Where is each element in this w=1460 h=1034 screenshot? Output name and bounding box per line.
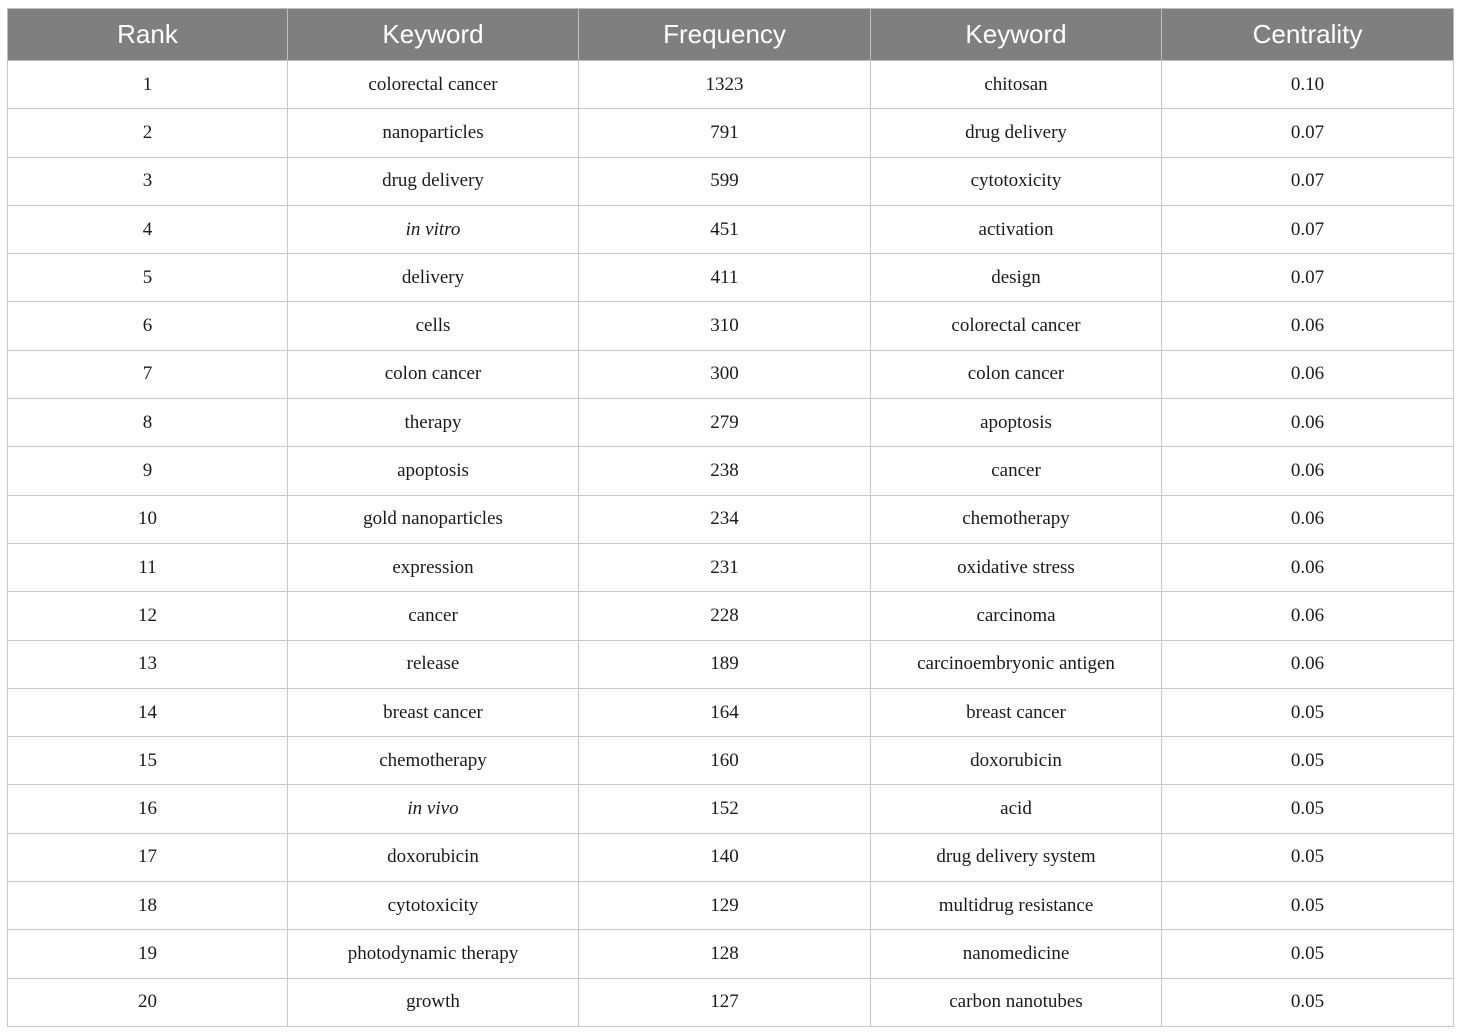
rank-cell: 4 xyxy=(8,205,288,253)
table-row xyxy=(8,399,1454,447)
table-row xyxy=(8,205,1454,253)
frequency-cell: 238 xyxy=(579,447,871,495)
keyword-frequency-cell: gold nanoparticles xyxy=(288,495,579,543)
table-row xyxy=(8,882,1454,930)
rank-cell: 8 xyxy=(8,399,288,447)
table-body xyxy=(8,61,1454,1027)
frequency-cell: 1323 xyxy=(579,61,871,109)
centrality-cell: 0.06 xyxy=(1162,640,1454,688)
keyword-centrality-cell: apoptosis xyxy=(871,399,1162,447)
rank-cell: 3 xyxy=(8,157,288,205)
keyword-centrality-cell: multidrug resistance xyxy=(871,882,1162,930)
frequency-cell: 127 xyxy=(579,978,871,1026)
keyword-frequency-cell: in vivo xyxy=(288,785,579,833)
frequency-cell: 128 xyxy=(579,930,871,978)
keyword-frequency-cell: chemotherapy xyxy=(288,737,579,785)
rank-cell: 5 xyxy=(8,254,288,302)
keyword-centrality-cell: nanomedicine xyxy=(871,930,1162,978)
centrality-cell: 0.06 xyxy=(1162,447,1454,495)
rank-cell: 11 xyxy=(8,543,288,591)
rank-cell: 18 xyxy=(8,882,288,930)
centrality-cell: 0.07 xyxy=(1162,109,1454,157)
keyword-frequency-cell: cells xyxy=(288,302,579,350)
centrality-cell: 0.07 xyxy=(1162,205,1454,253)
centrality-cell: 0.06 xyxy=(1162,543,1454,591)
table-row xyxy=(8,350,1454,398)
frequency-cell: 228 xyxy=(579,592,871,640)
table-row xyxy=(8,157,1454,205)
keyword-table xyxy=(7,8,1454,1027)
centrality-cell: 0.06 xyxy=(1162,495,1454,543)
table-row xyxy=(8,302,1454,350)
header-frequency: Frequency xyxy=(579,9,871,61)
keyword-centrality-cell: breast cancer xyxy=(871,688,1162,736)
table-row xyxy=(8,61,1454,109)
rank-cell: 17 xyxy=(8,833,288,881)
keyword-frequency-cell: delivery xyxy=(288,254,579,302)
keyword-centrality-cell: cytotoxicity xyxy=(871,157,1162,205)
frequency-cell: 140 xyxy=(579,833,871,881)
keyword-frequency-cell: colorectal cancer xyxy=(288,61,579,109)
rank-cell: 2 xyxy=(8,109,288,157)
keyword-centrality-cell: chitosan xyxy=(871,61,1162,109)
keyword-frequency-cell: colon cancer xyxy=(288,350,579,398)
keyword-frequency-cell: growth xyxy=(288,978,579,1026)
frequency-cell: 152 xyxy=(579,785,871,833)
keyword-frequency-cell: release xyxy=(288,640,579,688)
rank-cell: 10 xyxy=(8,495,288,543)
keyword-frequency-cell: doxorubicin xyxy=(288,833,579,881)
rank-cell: 20 xyxy=(8,978,288,1026)
keyword-frequency-cell: nanoparticles xyxy=(288,109,579,157)
table-row xyxy=(8,930,1454,978)
centrality-cell: 0.10 xyxy=(1162,61,1454,109)
keyword-centrality-cell: colorectal cancer xyxy=(871,302,1162,350)
frequency-cell: 164 xyxy=(579,688,871,736)
table-row xyxy=(8,495,1454,543)
keyword-frequency-cell: cancer xyxy=(288,592,579,640)
keyword-centrality-cell: carcinoembryonic antigen xyxy=(871,640,1162,688)
centrality-cell: 0.06 xyxy=(1162,399,1454,447)
keyword-frequency-cell: expression xyxy=(288,543,579,591)
rank-cell: 15 xyxy=(8,737,288,785)
keyword-frequency-cell: apoptosis xyxy=(288,447,579,495)
keyword-centrality-cell: oxidative stress xyxy=(871,543,1162,591)
frequency-cell: 160 xyxy=(579,737,871,785)
rank-cell: 19 xyxy=(8,930,288,978)
frequency-cell: 791 xyxy=(579,109,871,157)
keyword-centrality-cell: acid xyxy=(871,785,1162,833)
header-row xyxy=(8,9,1454,61)
keyword-centrality-cell: carbon nanotubes xyxy=(871,978,1162,1026)
table-row xyxy=(8,592,1454,640)
keyword-frequency-cell: breast cancer xyxy=(288,688,579,736)
keyword-centrality-cell: chemotherapy xyxy=(871,495,1162,543)
table-row xyxy=(8,640,1454,688)
frequency-cell: 599 xyxy=(579,157,871,205)
rank-cell: 7 xyxy=(8,350,288,398)
keyword-centrality-cell: doxorubicin xyxy=(871,737,1162,785)
keyword-frequency-cell: therapy xyxy=(288,399,579,447)
frequency-cell: 129 xyxy=(579,882,871,930)
frequency-cell: 279 xyxy=(579,399,871,447)
centrality-cell: 0.05 xyxy=(1162,688,1454,736)
rank-cell: 16 xyxy=(8,785,288,833)
header-rank: Rank xyxy=(8,9,288,61)
keyword-centrality-cell: carcinoma xyxy=(871,592,1162,640)
keyword-centrality-cell: design xyxy=(871,254,1162,302)
centrality-cell: 0.06 xyxy=(1162,302,1454,350)
centrality-cell: 0.06 xyxy=(1162,592,1454,640)
centrality-cell: 0.05 xyxy=(1162,930,1454,978)
header-keyword-centrality: Keyword xyxy=(871,9,1162,61)
keyword-frequency-cell: photodynamic therapy xyxy=(288,930,579,978)
keyword-centrality-cell: drug delivery system xyxy=(871,833,1162,881)
keyword-centrality-cell: drug delivery xyxy=(871,109,1162,157)
frequency-cell: 310 xyxy=(579,302,871,350)
centrality-cell: 0.06 xyxy=(1162,350,1454,398)
centrality-cell: 0.05 xyxy=(1162,833,1454,881)
table-row xyxy=(8,447,1454,495)
table-row xyxy=(8,543,1454,591)
table-row xyxy=(8,785,1454,833)
keyword-frequency-cell: drug delivery xyxy=(288,157,579,205)
centrality-cell: 0.05 xyxy=(1162,785,1454,833)
rank-cell: 14 xyxy=(8,688,288,736)
rank-cell: 13 xyxy=(8,640,288,688)
table-row xyxy=(8,833,1454,881)
frequency-cell: 411 xyxy=(579,254,871,302)
frequency-cell: 189 xyxy=(579,640,871,688)
frequency-cell: 231 xyxy=(579,543,871,591)
frequency-cell: 300 xyxy=(579,350,871,398)
keyword-frequency-cell: cytotoxicity xyxy=(288,882,579,930)
keyword-centrality-cell: cancer xyxy=(871,447,1162,495)
frequency-cell: 234 xyxy=(579,495,871,543)
centrality-cell: 0.07 xyxy=(1162,157,1454,205)
keyword-centrality-cell: colon cancer xyxy=(871,350,1162,398)
rank-cell: 12 xyxy=(8,592,288,640)
table-row xyxy=(8,254,1454,302)
rank-cell: 9 xyxy=(8,447,288,495)
centrality-cell: 0.05 xyxy=(1162,978,1454,1026)
centrality-cell: 0.05 xyxy=(1162,737,1454,785)
header-keyword-frequency: Keyword xyxy=(288,9,579,61)
header-centrality: Centrality xyxy=(1162,9,1454,61)
keyword-frequency-cell: in vitro xyxy=(288,205,579,253)
rank-cell: 1 xyxy=(8,61,288,109)
table-row xyxy=(8,737,1454,785)
table-row xyxy=(8,978,1454,1026)
table-row xyxy=(8,109,1454,157)
keyword-table-container xyxy=(7,8,1453,1027)
table-header xyxy=(8,9,1454,61)
keyword-centrality-cell: activation xyxy=(871,205,1162,253)
centrality-cell: 0.05 xyxy=(1162,882,1454,930)
table-row xyxy=(8,688,1454,736)
frequency-cell: 451 xyxy=(579,205,871,253)
centrality-cell: 0.07 xyxy=(1162,254,1454,302)
rank-cell: 6 xyxy=(8,302,288,350)
